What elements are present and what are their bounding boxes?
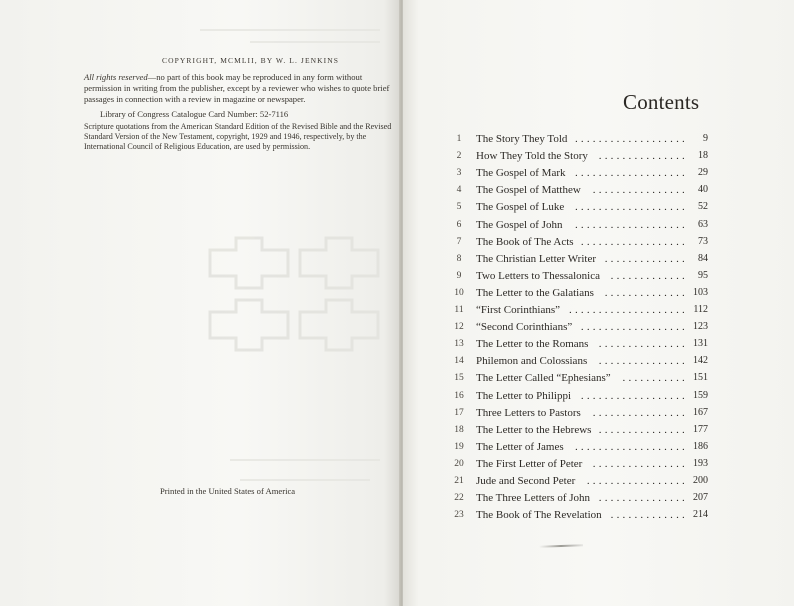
chapter-number: 20: [454, 458, 464, 469]
leader-dots: ................: [592, 184, 688, 197]
page-number: 177: [693, 423, 708, 435]
leader-dots: ...................: [574, 218, 688, 231]
chapter-number: 6: [456, 219, 462, 230]
page-number: 186: [693, 440, 708, 452]
page-number: 214: [693, 509, 708, 521]
toc-entry: [450, 251, 720, 267]
chapter-number: 13: [454, 339, 464, 350]
page-number: 123: [693, 321, 708, 333]
page-number: 103: [693, 286, 708, 298]
rights-reserved-label: All rights reserved: [84, 72, 148, 82]
chapter-number: 17: [454, 407, 464, 418]
chapter-title: “Second Corinthians”: [476, 321, 573, 334]
toc-entry: [450, 165, 720, 181]
page-number: 84: [698, 252, 708, 264]
chapter-title: The Letter of James: [476, 440, 564, 453]
page-number: 142: [693, 355, 708, 367]
leader-dots: ..............: [604, 252, 688, 265]
chapter-title: The Gospel of Luke: [476, 201, 565, 214]
chapter-number: 8: [456, 253, 462, 264]
page-number: 18: [698, 150, 708, 162]
page-number: 40: [698, 184, 708, 196]
leader-dots: ..............: [604, 286, 688, 299]
leader-dots: ...........: [622, 372, 688, 385]
toc-entry: [450, 507, 720, 523]
chapter-number: 9: [456, 270, 462, 281]
page-number: 52: [698, 201, 708, 213]
chapter-number: 7: [456, 236, 462, 247]
chapter-title: The Letter to the Romans: [476, 338, 589, 351]
chapter-title: The Christian Letter Writer: [476, 252, 597, 265]
chapter-number: 2: [456, 151, 462, 162]
chapter-title: The Three Letters of John: [476, 492, 591, 505]
leader-dots: ...............: [598, 150, 688, 163]
chapter-title: The Story They Told: [476, 133, 568, 145]
chapter-number: 3: [456, 168, 462, 179]
chapter-number: 22: [454, 493, 464, 504]
page-number: 131: [693, 338, 708, 350]
chapter-number: 18: [454, 424, 464, 435]
leader-dots: .............: [610, 509, 688, 522]
chapter-title: The Letter to the Hebrews: [476, 423, 592, 436]
toc-entry: [450, 234, 720, 250]
chapter-title: The Book of The Revelation: [476, 509, 602, 522]
page-number: 193: [693, 457, 708, 469]
chapter-title: The Gospel of Matthew: [476, 184, 581, 197]
toc-entry: [450, 473, 720, 489]
chapter-number: 16: [454, 390, 464, 401]
leader-dots: ...............: [598, 423, 688, 436]
page-number: 9: [703, 133, 708, 144]
leader-dots: ....................: [569, 304, 688, 316]
toc-entry: [450, 422, 720, 438]
page-number: 112: [693, 304, 708, 315]
chapter-number: 21: [454, 476, 464, 486]
toc-entry: [450, 490, 720, 506]
leader-dots: .................: [586, 475, 688, 487]
toc-entry: [450, 285, 720, 301]
toc-entry: [450, 388, 720, 404]
page-number: 167: [693, 406, 708, 418]
chapter-number: 5: [456, 202, 462, 213]
chapter-title: “First Corinthians”: [476, 304, 561, 316]
page-number: 95: [698, 269, 708, 281]
leader-dots: ...................: [574, 201, 688, 214]
chapter-number: 14: [454, 356, 464, 367]
page-number: 159: [693, 389, 708, 401]
leader-dots: ...............: [598, 355, 688, 368]
toc-entry: [450, 439, 720, 455]
copyright-line: COPYRIGHT, MCMLII, BY W. L. JENKINS: [162, 56, 340, 65]
chapter-number: 11: [454, 305, 464, 315]
toc-entry: [450, 302, 720, 318]
toc-entry: [450, 456, 720, 472]
rights-paragraph: [84, 72, 396, 106]
toc-entry: [450, 148, 720, 164]
chapter-title: The Letter to the Galatians: [476, 286, 594, 299]
leader-dots: ..................: [580, 321, 688, 334]
leader-dots: ...................: [574, 133, 688, 145]
leader-dots: ...................: [574, 167, 688, 180]
leader-dots: ..................: [580, 235, 688, 248]
chapter-title: Jude and Second Peter: [476, 475, 576, 487]
toc-entry: [450, 199, 720, 215]
chapter-number: 4: [456, 185, 462, 196]
toc-entry: [450, 217, 720, 233]
chapter-number: 12: [454, 322, 464, 333]
chapter-number: 23: [454, 510, 464, 521]
scripture-permission-note: Scripture quotations from the American Standard Edition of the Revised Bible and the Revised Standard Version of the New Testament, copyright, 1929 and 1946, respectively, by the International Council of Religious Education, are used by permission.: [84, 122, 392, 152]
toc-entry: [450, 353, 720, 369]
chapter-title: Three Letters to Pastors: [476, 406, 581, 419]
page-number: 73: [698, 235, 708, 247]
leader-dots: ...............: [598, 492, 688, 505]
chapter-title: Philemon and Colossians: [476, 355, 588, 368]
page-number: 29: [698, 167, 708, 179]
chapter-number: 1: [456, 134, 462, 144]
page-number: 151: [693, 372, 708, 384]
chapter-number: 10: [454, 287, 464, 298]
leader-dots: ................: [592, 406, 688, 419]
toc-entry: [450, 131, 720, 147]
toc-entry: [450, 268, 720, 284]
chapter-title: The Gospel of Mark: [476, 167, 566, 180]
toc-entry: [450, 405, 720, 421]
chapter-title: The Letter Called “Ephesians”: [476, 372, 611, 385]
toc-entry: [450, 370, 720, 386]
toc-entry: [450, 319, 720, 335]
page-number: 207: [693, 492, 708, 504]
page-number: 63: [698, 218, 708, 230]
toc-entry: [450, 182, 720, 198]
leader-dots: ...............: [598, 338, 688, 351]
chapter-title: The Book of The Acts: [476, 235, 574, 248]
rights-text: —no part of this book may be reproduced in any form without permission in writing from the publisher, except by a reviewer who wishes to quote brief passages in connection with a review in magazine or newspaper.: [84, 72, 390, 105]
leader-dots: ................: [592, 457, 688, 470]
contents-heading: Contents: [623, 90, 700, 114]
chapter-title: The Letter to Philippi: [476, 389, 572, 402]
chapter-title: How They Told the Story: [476, 150, 588, 163]
printed-in-line: Printed in the United States of America: [160, 486, 296, 496]
leader-dots: ..................: [580, 389, 688, 402]
library-of-congress-number: Library of Congress Catalogue Card Number: 52-7116: [100, 109, 289, 119]
toc-entry: [450, 336, 720, 352]
leader-dots: .............: [610, 269, 688, 282]
leader-dots: ...................: [574, 440, 688, 453]
page-number: 200: [693, 475, 708, 486]
chapter-title: The Gospel of John: [476, 218, 563, 231]
chapter-title: Two Letters to Thessalonica: [476, 269, 600, 282]
chapter-number: 19: [454, 441, 464, 452]
chapter-title: The First Letter of Peter: [476, 457, 583, 470]
chapter-number: 15: [454, 373, 464, 384]
